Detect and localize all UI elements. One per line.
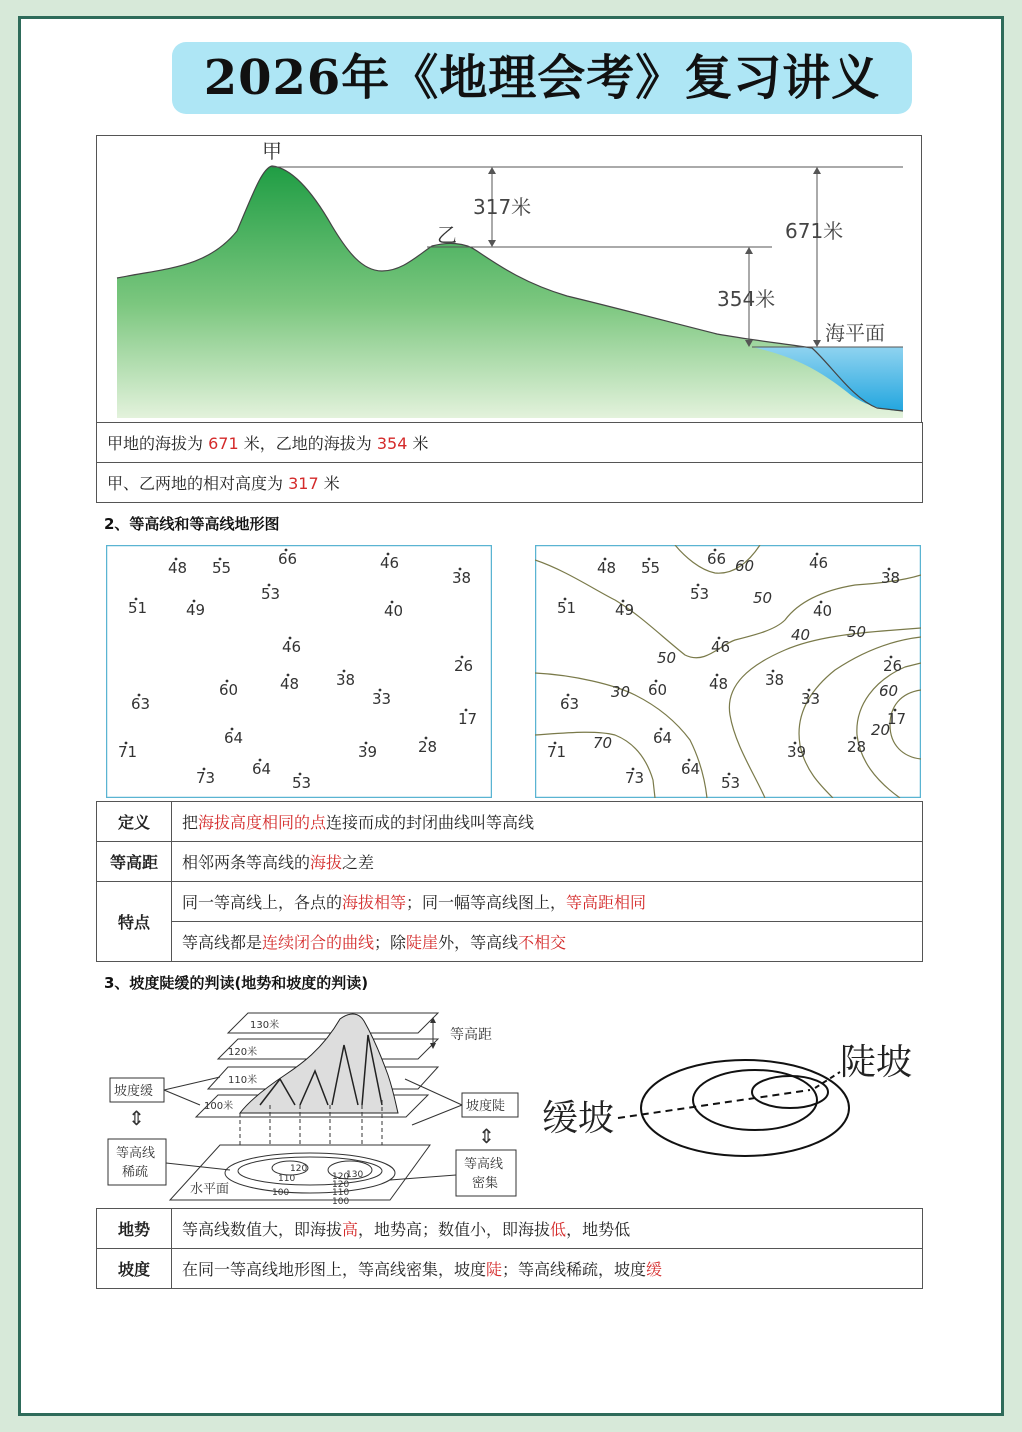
- spot-height-label: 40: [384, 602, 404, 620]
- elevation-diagram: [97, 136, 923, 424]
- spot-height-label: 49: [615, 601, 635, 619]
- contour-value-label: 40: [791, 626, 811, 644]
- spot-height-label: 33: [372, 690, 392, 708]
- table-header-slope: 坡度: [97, 1249, 172, 1289]
- contour-definition-table: [96, 801, 923, 962]
- spot-height-label: 39: [787, 743, 807, 761]
- slope-ellipse-diagram: [540, 1030, 920, 1170]
- spot-height-label: 33: [801, 690, 821, 708]
- contour-value-label: 70: [593, 734, 613, 752]
- spot-height-label: 71: [547, 743, 567, 761]
- spot-height-label: 40: [813, 602, 833, 620]
- contour-value-label: 30: [611, 683, 631, 701]
- table-cell: 把海拔高度相同的点连接而成的封闭曲线叫等高线: [172, 802, 923, 842]
- table-row: [97, 463, 923, 503]
- elevation-figure: [96, 135, 922, 423]
- gentle-slope-label: 坡度缓: [114, 1084, 154, 1099]
- spot-height-label: 46: [282, 638, 302, 656]
- spot-height-label: 17: [887, 710, 907, 728]
- spot-height-label: 73: [196, 769, 216, 787]
- plane-height-label: 100米: [204, 1101, 234, 1112]
- spot-height-label: 49: [186, 601, 206, 619]
- svg-text:⇕: ⇕: [478, 1124, 495, 1148]
- spot-height-label: 66: [278, 550, 298, 568]
- spot-height-label: 28: [847, 738, 867, 756]
- horizontal-plane-label: 水平面: [190, 1182, 230, 1197]
- table-cell: 同一等高线上，各点的海拔相等；同一幅等高线图上，等高距相同: [172, 882, 923, 922]
- steep-slope-text: 陡坡: [840, 1042, 913, 1083]
- section-heading-2: 2、等高线和等高线地形图: [104, 515, 280, 533]
- spot-height-label: 51: [128, 599, 148, 617]
- contour-line-label: 110: [278, 1174, 296, 1184]
- spot-height-label: 38: [336, 671, 356, 689]
- spot-height-label: 26: [883, 657, 903, 675]
- spot-height-label: 48: [280, 675, 300, 693]
- spot-height-label: 28: [418, 738, 438, 756]
- contour-line-label: 120: [290, 1164, 308, 1174]
- contour-line-label: 110: [332, 1188, 350, 1198]
- contour-value-label: 20: [871, 721, 891, 739]
- label-elevation-a: 671米: [785, 219, 844, 243]
- spot-height-label: 60: [648, 681, 668, 699]
- table-cell: 甲地的海拔为 671 米，乙地的海拔为 354 米: [97, 423, 923, 463]
- steep-slope-label: 坡度陡: [466, 1099, 506, 1114]
- table-row: [97, 922, 923, 962]
- table-row: [97, 882, 923, 922]
- spot-height-label: 39: [358, 743, 378, 761]
- spot-height-label: 46: [711, 638, 731, 656]
- table-row: [97, 1249, 923, 1289]
- contour-line-label: 100: [272, 1188, 290, 1198]
- dense-label-1: 等高线: [464, 1157, 504, 1172]
- spot-height-label: 46: [380, 554, 400, 572]
- spot-height-label: 53: [292, 774, 312, 792]
- spot-height-label: 38: [881, 569, 901, 587]
- page-title: 2026年《地理会考》复习讲义: [172, 42, 912, 114]
- spot-height-label: 64: [252, 760, 272, 778]
- spot-height-label: 48: [709, 675, 729, 693]
- gentle-slope-text: 缓坡: [542, 1098, 615, 1139]
- table-header-features: 特点: [97, 882, 172, 962]
- spot-height-label: 17: [458, 710, 478, 728]
- contour-value-label: 50: [847, 623, 867, 641]
- spot-height-label: 64: [224, 729, 244, 747]
- plane-height-label: 110米: [228, 1075, 258, 1086]
- spot-height-label: 38: [452, 569, 472, 587]
- spot-height-label: 46: [809, 554, 829, 572]
- sparse-label-2: 稀疏: [122, 1165, 149, 1180]
- contour-line-label: 130: [346, 1170, 364, 1180]
- spot-height-label: 51: [557, 599, 577, 617]
- spot-height-label: 55: [212, 559, 232, 577]
- spot-height-label: 66: [707, 550, 727, 568]
- spot-height-label: 63: [131, 695, 151, 713]
- label-point-a: 甲: [262, 139, 282, 163]
- sparse-label-1: 等高线: [116, 1146, 156, 1161]
- contour-line-label: 120: [332, 1172, 350, 1182]
- contour-map: [535, 545, 921, 798]
- table-header-definition: 定义: [97, 802, 172, 842]
- slope-3d-diagram: [100, 1005, 530, 1205]
- contour-value-label: 60: [879, 682, 899, 700]
- spot-height-label: 38: [765, 671, 785, 689]
- spot-height-label: 64: [653, 729, 673, 747]
- spot-height-label: 55: [641, 559, 661, 577]
- spot-height-map: [106, 545, 492, 798]
- spot-height-label: 64: [681, 760, 701, 778]
- contour-value-label: 50: [753, 589, 773, 607]
- dense-label-2: 密集: [472, 1176, 499, 1191]
- table-header-terrain: 地势: [97, 1209, 172, 1249]
- table-cell: 甲、乙两地的相对高度为 317 米: [97, 463, 923, 503]
- spot-height-label: 53: [261, 585, 281, 603]
- label-point-b: 乙: [437, 223, 457, 247]
- plane-height-label: 120米: [228, 1047, 258, 1058]
- terrain-slope-table: [96, 1208, 923, 1289]
- section-heading-3: 3、坡度陡缓的判读(地势和坡度的判读): [104, 974, 369, 992]
- contour-value-label: 60: [735, 557, 755, 575]
- spot-height-label: 48: [168, 559, 188, 577]
- plane-height-label: 130米: [250, 1020, 280, 1031]
- table-cell: 等高线都是连续闭合的曲线；除陡崖外，等高线不相交: [172, 922, 923, 962]
- spot-height-label: 53: [690, 585, 710, 603]
- spot-height-label: 60: [219, 681, 239, 699]
- table-row: [97, 802, 923, 842]
- spot-height-label: 26: [454, 657, 474, 675]
- table-cell: 相邻两条等高线的海拔之差: [172, 842, 923, 882]
- spot-height-label: 63: [560, 695, 580, 713]
- table-cell: 在同一等高线地形图上，等高线密集，坡度陡；等高线稀疏，坡度缓: [172, 1249, 923, 1289]
- label-elevation-b: 354米: [717, 287, 776, 311]
- label-sea-level: 海平面: [825, 321, 885, 345]
- svg-text:⇕: ⇕: [128, 1106, 145, 1130]
- spot-height-label: 73: [625, 769, 645, 787]
- spot-height-label: 53: [721, 774, 741, 792]
- spot-height-label: 48: [597, 559, 617, 577]
- table-row: [97, 423, 923, 463]
- table-row: [97, 842, 923, 882]
- contour-lines: [535, 545, 921, 798]
- contour-value-label: 50: [657, 649, 677, 667]
- elevation-table: [96, 422, 923, 503]
- label-relative-height: 317米: [473, 195, 532, 219]
- spot-height-label: 71: [118, 743, 138, 761]
- contour-line-label: 100: [332, 1197, 350, 1205]
- interval-label: 等高距: [450, 1027, 492, 1043]
- contour-line-label: 120: [332, 1180, 350, 1190]
- table-header-interval: 等高距: [97, 842, 172, 882]
- table-cell: 等高线数值大，即海拔高，地势高；数值小，即海拔低，地势低: [172, 1209, 923, 1249]
- table-row: [97, 1209, 923, 1249]
